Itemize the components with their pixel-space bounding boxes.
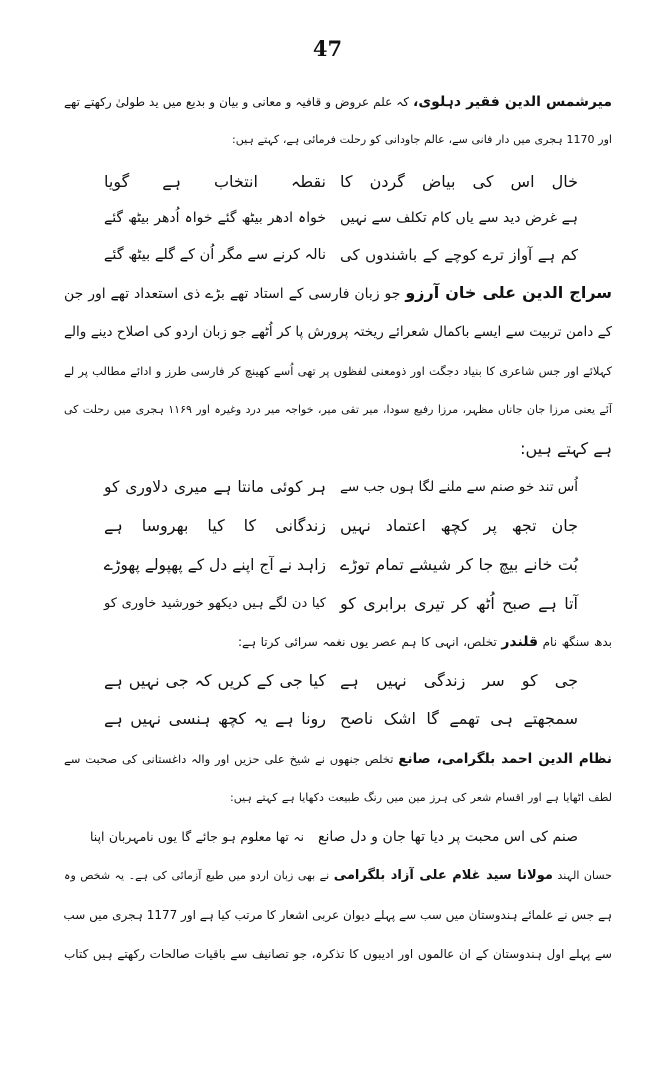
- paragraph-2-line-5: ہے کہتے ہیں:: [520, 439, 612, 458]
- paragraph-1-text: کہ علم عروض و قافیہ و معانی و بیان و بدیع میں ید طولیٰ رکھتے تھے: [64, 95, 409, 109]
- poet-name-qalandar: قلندر: [501, 634, 539, 650]
- poet-name-sane: نظام الدین احمد بلگرامی، صانع: [398, 751, 613, 767]
- verse-2-2-a: جان تجھ پر کچھ اعتماد نہیں: [340, 516, 578, 535]
- verse-1-3-a: کم ہے آواز ترے کوچے کے باشندوں کی: [340, 246, 578, 264]
- paragraph-5-line-2: ہے جس نے علمائے ہندوستان میں سب سے پہلے دیوان عربی اشعار کا مرتب کیا ہے اور 1177 ہجری میں سب: [63, 908, 612, 922]
- paragraph-1-line-2: اور 1170 ہجری میں دار فانی سے، عالم جاودانی کو رحلت فرمائی ہے، کہتے ہیں:: [232, 133, 612, 146]
- verse-1-3-b: نالہ کرنے سے مگر اُن کے گلے بیٹھ گئے: [103, 247, 326, 263]
- verse-4-1-b: نہ تھا معلوم ہو جائے گا یوں نامہربان اپنا: [90, 829, 304, 844]
- paragraph-2-line-3: کہلائے اور جس شاعری کا بنیاد دجگت اور ذومعنی لفظوں پر تھی اُسے کھینچ کر فارسی طرز و ادائے مطالب پر لے: [64, 364, 612, 378]
- paragraph-3-line: بدھ سنگھ نام قلندر تخلص، انہی کا ہم عصر یوں نغمہ سرائی کرتا ہے:: [238, 634, 612, 650]
- paragraph-2-line-2: کے دامن تربیت سے ایسے باکمال شعرائے ریختہ پرورش پا کر اُٹھے جو زبان اردو کی اصلاح دینے والے: [64, 324, 612, 340]
- paragraph-5-line-1: حسان الہند مولانا سید غلام علی آزاد بلگرامی نے بھی زبان اردو میں طبع آزمائی کی ہے۔ یہ شخص وہ: [64, 868, 612, 883]
- verse-3-1-a: جی کو سر زندگی نہیں ہے: [340, 671, 578, 690]
- paragraph-5-line-3: سے پہلے اول ہندوستان کے ان عالموں اور ادیبوں کا تذکرہ، جو تصانیف سے باقیات صالحات رکھتے ہیں کتاب: [64, 947, 612, 961]
- poet-name-faqir: میرشمس الدین فقیر دہلوی،: [413, 94, 612, 110]
- poet-name-azad: مولانا سید غلام علی آزاد بلگرامی: [333, 868, 553, 883]
- verse-1-1-b: نقطہ انتخاب ہے گویا: [104, 172, 326, 191]
- verse-2-2-b: زندگانی کا کیا بھروسا ہے: [104, 516, 326, 535]
- verse-2-4-a: آتا ہے صبح اُٹھ کر تیری برابری کو: [340, 594, 578, 613]
- verse-3-1-b: کیا جی کے کریں کہ جی نہیں ہے: [104, 671, 326, 690]
- paragraph-2-line-1: سراج الدین علی خان آرزو جو زبان فارسی کے استاد تھے بڑے ذی استعداد تھے اور جن: [64, 283, 613, 302]
- poet-name-arzu: سراج الدین علی خان آرزو: [405, 283, 613, 302]
- verse-2-1-a: اُس تند خو صنم سے ملنے لگا ہوں جب سے: [340, 479, 578, 495]
- verse-3-2-b: رونا ہے یہ کچھ ہنسی نہیں ہے: [104, 709, 326, 728]
- verse-2-3-a: بُت خانے بیچ جا کر شیشے تمام توڑے: [340, 555, 578, 574]
- paragraph-4-line-1: نظام الدین احمد بلگرامی، صانع تخلص جنھوں نے شیخ علی حزیں اور والہ داغستانی کی صحبت سے: [64, 751, 613, 767]
- verse-1-1-a: خال اس کی بیاض گردن کا: [340, 172, 578, 191]
- paragraph-1-line-1: [64, 92, 612, 112]
- paragraph-4-line-2: لطف اٹھایا ہے اور اقسام شعر کی ہرز مین میں رنگ طبیعت دکھایا ہے کہتے ہیں:: [230, 791, 612, 804]
- verse-4-1-a: صنم کی اس محبت پر دیا تھا جان و دل صانع: [318, 829, 578, 845]
- paragraph-2-line-4: آئے یعنی مرزا جان جاناں مظہر، مرزا رفیع سودا، میر تقی میر، خواجہ میر درد وغیرہ اور ۱۱۶۹ ہجری میں رحلت کی: [64, 403, 612, 416]
- verse-2-1-b: ہر کوئی مانتا ہے میری دلاوری کو: [104, 478, 326, 496]
- verse-2-4-b: کیا دن لگے ہیں دیکھو خورشید خاوری کو: [104, 596, 326, 611]
- verse-1-2-b: خواہ ادھر بیٹھ گئے خواہ اُدھر بیٹھ گئے: [104, 210, 326, 226]
- verse-3-2-a: سمجھتے ہی تھمے گا اشک ناصح: [340, 709, 578, 728]
- page-number: 47: [312, 36, 343, 61]
- verse-2-3-b: زاہد نے آج اپنے دل کے پھپولے پھوڑے: [103, 556, 326, 574]
- verse-1-2-a: ہے غرض دید سے یاں کام تکلف سے نہیں: [340, 210, 578, 226]
